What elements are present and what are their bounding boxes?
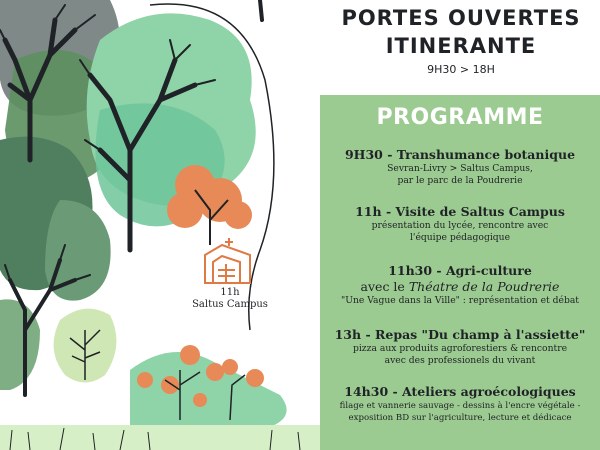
programme-item-line: "Une Vague dans la Ville" : représentation et débat [341, 295, 579, 306]
bush-green [130, 352, 287, 430]
programme-item-heading: 11h - Visite de Saltus Campus [355, 204, 565, 219]
programme-item [320, 147, 600, 187]
tree-foliage-mid [45, 200, 111, 301]
programme-item-line: exposition BD sur l'agriculture, lecture et dédicace [348, 413, 572, 423]
programme-panel [320, 95, 600, 450]
programme-item [320, 327, 600, 367]
programme-item-heading: 14h30 - Ateliers agroécologiques [344, 384, 576, 399]
map-label-saltus [170, 287, 290, 311]
programme-item-heading: 9H30 - Transhumance botanique [344, 147, 576, 162]
programme-item [320, 384, 600, 424]
programme-item [320, 263, 600, 307]
programme-item-line: l'équipe pédagogique [409, 232, 511, 243]
map-label-place: Saltus Campus [192, 299, 268, 310]
subheading-prefix: avec le [360, 279, 409, 294]
theatre-name: Théatre de la Poudrerie [408, 279, 560, 294]
orange-tree [167, 165, 252, 245]
programme-item-line: présentation du lycée, rencontre avec [371, 220, 549, 231]
programme-item-subheading [320, 279, 600, 295]
programme-item-line: Sevran-Livry > Saltus Campus, [387, 163, 533, 174]
programme-item-line: filage et vannerie sauvage - dessins à l'encre végétale - [339, 401, 581, 411]
programme-item [320, 204, 600, 244]
map-label-time: 11h [220, 287, 240, 298]
programme-item-line: avec des professionels du vivant [384, 355, 536, 366]
programme-item-heading: 11h30 - Agri-culture [388, 263, 532, 278]
ground [0, 425, 320, 450]
programme-title: PROGRAMME [376, 105, 544, 130]
programme-item-heading: 13h - Repas "Du champ à l'assiette" [334, 327, 586, 342]
page-title-line1: PORTES OUVERTES [341, 6, 581, 30]
opening-hours: 9H30 > 18H [427, 63, 495, 76]
farm-building-icon [205, 238, 250, 283]
page-title-line2: ITINERANTE [385, 34, 537, 58]
programme-item-line: pizza aux produits agroforestiers & rencontre [352, 343, 568, 354]
programme-item-line: par le parc de la Poudrerie [397, 175, 523, 186]
